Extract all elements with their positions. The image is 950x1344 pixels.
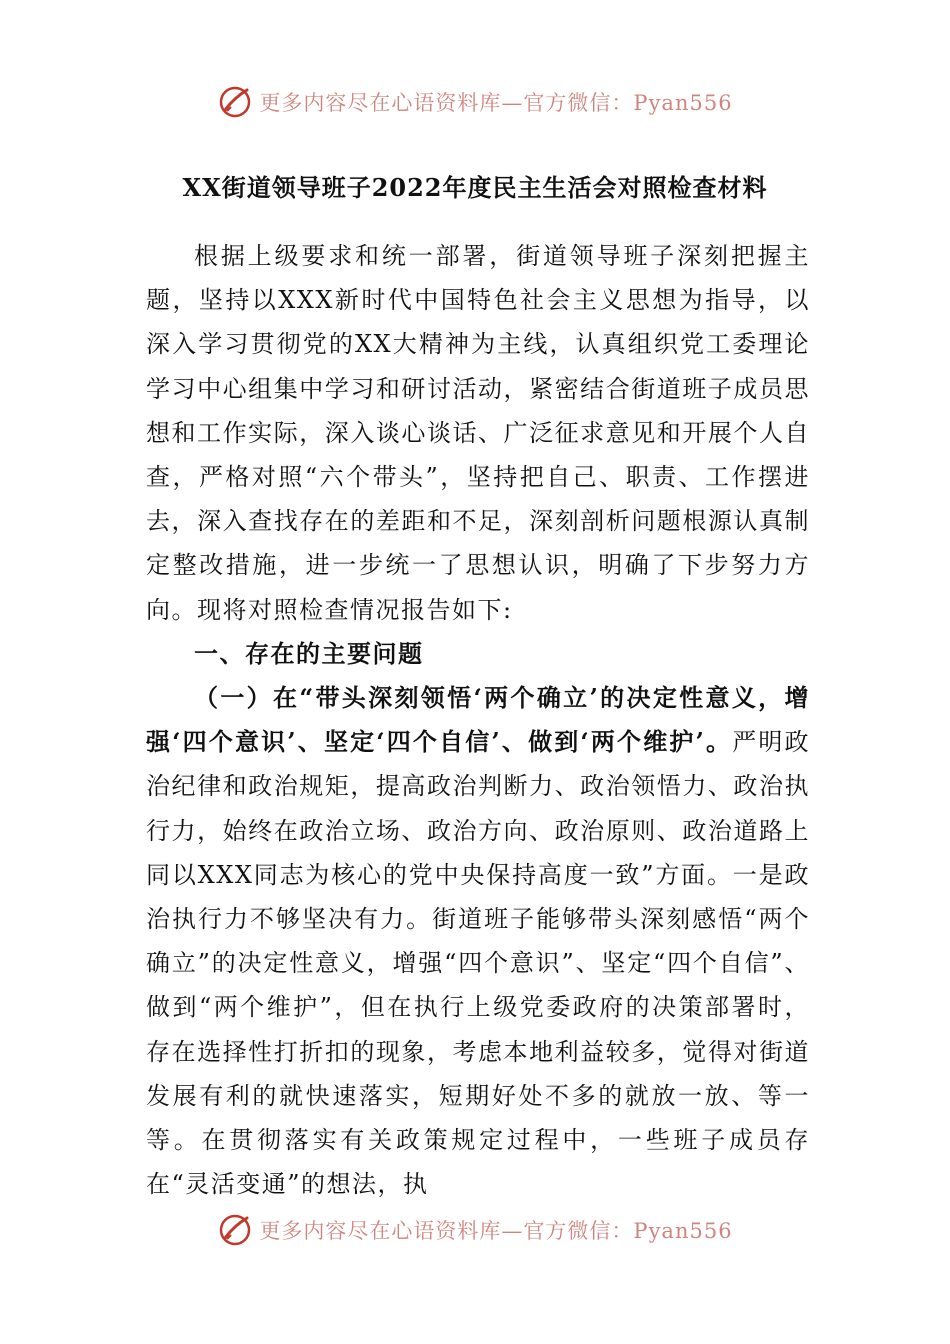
watermark-text: 更多内容尽在心语资料库—官方微信：Pyan556 [259,91,733,115]
item-body: 严明政治纪律和政治规矩，提高政治判断力、政治领悟力、政治执行力，始终在政治立场、政治方向、政治原则、政治道路上同以XXX同志为核心的党中央保持高度一致”方面。一是政治执行力不够坚决有力。街道班子能够带头深刻感悟“两个确立”的决定性意义，增强“四个意识”、坚定“四个自信”、做到“两个维护”，但在执行上级党委政府的决策部署时，存在选择性打折扣的现象，考虑本地利益较多，觉得对街道发展有利的就快速落实，短期好处不多的就放一放、等一等。在贯彻落实有关政策规定过程中，一些班子成员存在“灵活变通”的想法，执 [146,728,810,1199]
document-body [146,234,810,1206]
header-watermark [0,84,950,120]
item-heading: （一）在“带头深刻领悟‘两个确立’的决定性意义，增强‘四个意识’、坚定‘四个自信’、做到‘两个维护’。 [146,683,810,757]
document-title: XX街道领导班子2022年度民主生活会对照检查材料 [182,173,768,202]
section-heading: 一、存在的主要问题 [194,638,424,668]
item-paragraph [146,676,810,1206]
brush-logo-icon [217,1212,253,1248]
watermark-text: 更多内容尽在心语资料库—官方微信：Pyan556 [259,1219,733,1243]
footer-watermark [0,1212,950,1248]
intro-paragraph: 根据上级要求和统一部署，街道领导班子深刻把握主题，坚持以XXX新时代中国特色社会主义思想为指导，以深入学习贯彻党的XX大精神为主线，认真组织党工委理论学习中心组集中学习和研讨活动，紧密结合街道班子成员思想和工作实际，深入谈心谈话、广泛征求意见和开展个人自查，严格对照“六个带头”，坚持把自己、职责、工作摆进去，深入查找存在的差距和不足，深刻剖析问题根源认真制定整改措施，进一步统一了思想认识，明确了下步努力方向。现将对照检查情况报告如下: [146,242,810,624]
brush-logo-icon [217,84,253,120]
